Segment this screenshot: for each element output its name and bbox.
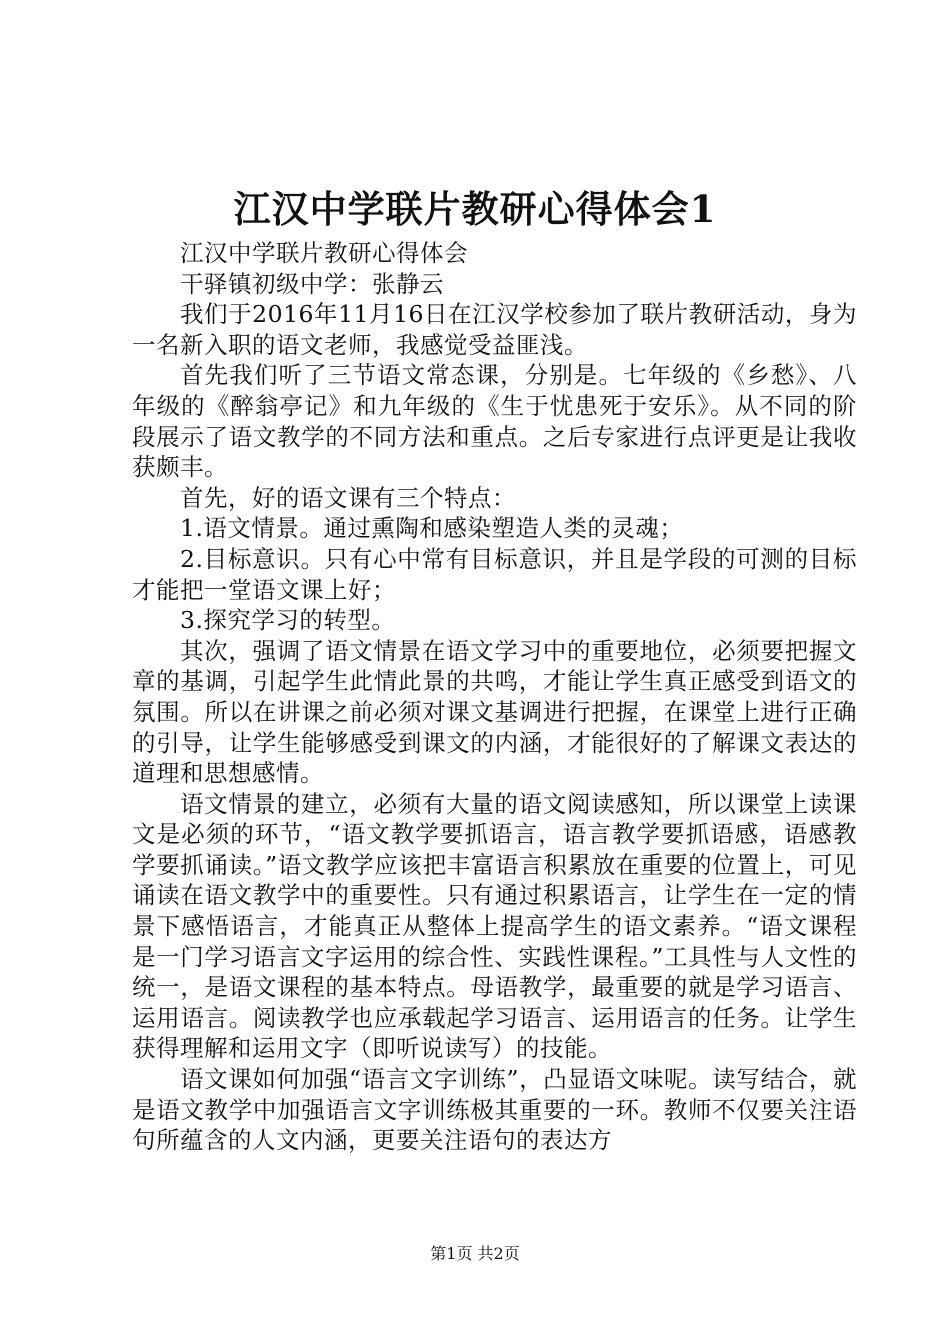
body-paragraph: 首先我们听了三节语文常态课，分别是。七年级的《乡愁》、八年级的《醉翁亭记》和九年级的《生于忧患死于安乐》。从不同的阶段展示了语文教学的不同方法和重点。之后专家进行点评更是让我收获颇丰。 [132,361,857,482]
body-paragraph: 江汉中学联片教研心得体会 [180,239,468,267]
list-item: 3.探究学习的转型。 [180,606,396,635]
page-footer: 第1页 共2页 [430,1244,520,1263]
body-paragraph: 其次，强调了语文情景在语文学习中的重要地位，必须要把握文章的基调，引起学生此情此景的共鸣，才能让学生真正感受到语文的氛围。所以在讲课之前必须对课文基调进行把握，在课堂上进行正确的引导，让学生能够感受到课文的内涵，才能很好的了解课文表达的道理和思想感情。 [132,636,857,788]
list-item: 2.目标意识。只有心中常有目标意识，并且是学段的可测的目标才能把一堂语文课上好； [132,544,857,604]
body-paragraph: 干驿镇初级中学：张静云 [180,269,444,298]
body-paragraph: 语文课如何加强“语言文字训练”，凸显语文味呢。读写结合，就是语文教学中加强语言文字训练极其重要的一环。教师不仅要关注语句所蕴含的人文内涵，更要关注语句的表达方 [132,1065,857,1155]
body-paragraph: 首先，好的语文课有三个特点： [180,483,516,512]
document-title: 江汉中学联片教研心得体会1 [233,187,717,231]
list-item: 1.语文情景。通过熏陶和感染塑造人类的灵魂； [180,514,684,543]
document-body [132,238,857,1156]
body-paragraph: 语文情景的建立，必须有大量的语文阅读感知，所以课堂上读课文是必须的环节，“语文教学要抓语言，语言教学要抓语感，语感教学要抓诵读。”语文教学应该把丰富语言积累放在重要的位置上，可见诵读在语文教学中的重要性。只有通过积累语言，让学生在一定的情景下感悟语言，才能真正从整体上提高学生的语文素养。“语文课程是一门学习语言文字运用的综合性、实践性课程。”工具性与人文性的统一，是语文课程的基本特点。母语教学，最重要的就是学习语言、运用语言。阅读教学也应承载起学习语言、运用语言的任务。让学生获得理解和运用文字（即听说读写）的技能。 [132,789,857,1063]
body-paragraph: 我们于2016年11月16日在江汉学校参加了联片教研活动，身为一名新入职的语文老师，我感觉受益匪浅。 [132,300,857,359]
